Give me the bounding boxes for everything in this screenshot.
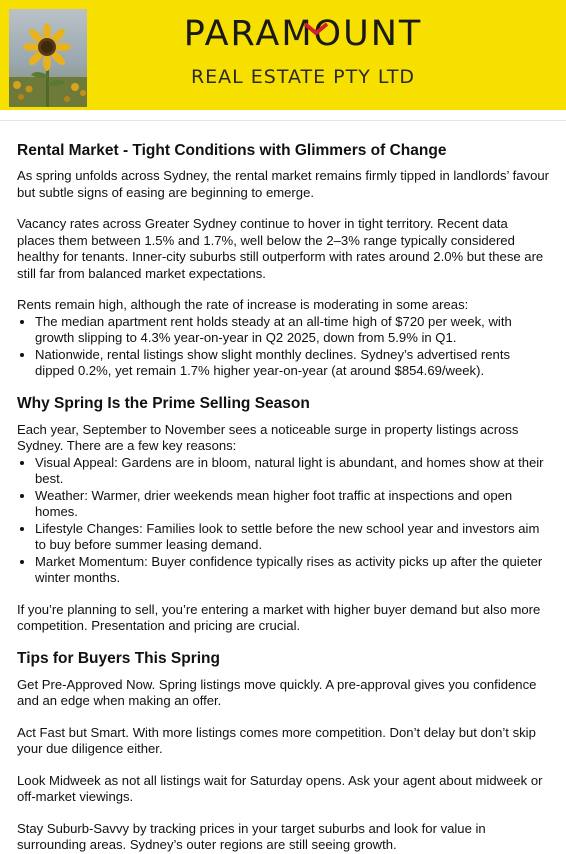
spring-intro-paragraph: Each year, September to November sees a noticeable surge in property listings across Sydney. There are a few key reasons:	[17, 421, 519, 453]
vacancy-paragraph: Vacancy rates across Greater Sydney continue to hover in tight territory. Recent data places them between 1.5% and 1.7%, well below the 2–3% range typically considered healthy for tenants. Inner-city suburbs still outperform with rates around 2.0% but these are still far from balanced market expectations.	[17, 216, 544, 281]
rents-paragraph: Rents remain high, although the rate of increase is moderating in some areas:	[17, 297, 469, 312]
roof-chevron-icon	[303, 22, 329, 36]
brand-subtitle: REAL ESTATE PTY LTD	[190, 66, 416, 88]
list-item: • Nationwide, rental listings show slight monthly declines. Sydney’s advertised rents dipped 0.2%, yet remain 1.7% higher year-on-year (at around $854.69/week).	[35, 347, 549, 380]
rental-intro-paragraph: As spring unfolds across Sydney, the rental market remains firmly tipped in landlords’ favour but subtle signs of easing are beginning to emerge.	[17, 168, 549, 200]
tip-preapproval-paragraph: Get Pre-Approved Now. Spring listings move quickly. A pre-approval gives you confidence and an edge when making an offer.	[17, 676, 537, 708]
spring-selling-heading: Why Spring Is the Prime Selling Season	[17, 394, 310, 412]
rental-bullet-list	[17, 314, 549, 380]
header-banner	[0, 0, 566, 110]
list-item: • Market Momentum: Buyer confidence typically rises as activity picks up after the quieter winter months.	[35, 554, 549, 587]
tip-midweek-paragraph: Look Midweek as not all listings wait for Saturday opens. Ask your agent about midweek or off-market viewings.	[17, 772, 543, 804]
list-item: • The median apartment rent holds steady at an all-time high of $720 per week, with growth slipping to 4.3% year-on-year in Q2 2025, down from 5.9% in Q1.	[35, 314, 549, 347]
article-body	[0, 141, 566, 854]
buyer-tips-heading: Tips for Buyers This Spring	[17, 649, 220, 667]
rental-market-heading: Rental Market - Tight Conditions with Glimmers of Change	[17, 142, 447, 159]
spring-bullet-list	[17, 455, 549, 587]
list-item: • Weather: Warmer, drier weekends mean higher foot traffic at inspections and open homes.	[35, 488, 549, 521]
brand-logo	[0, 14, 566, 88]
tip-suburb-paragraph: Stay Suburb-Savvy by tracking prices in your target suburbs and look for value in surrounding areas. Sydney’s outer regions are still seeing growth.	[17, 820, 486, 852]
list-item: • Visual Appeal: Gardens are in bloom, natural light is abundant, and homes show at their best.	[35, 455, 549, 488]
list-item: • Lifestyle Changes: Families look to settle before the new school year and investors aim to buy before summer leasing demand.	[35, 521, 549, 554]
tip-act-fast-paragraph: Act Fast but Smart. With more listings comes more competition. Don’t delay but don’t skip your due diligence either.	[17, 724, 536, 756]
brand-name: PARAMOUNT	[183, 14, 423, 54]
header-divider	[0, 120, 566, 121]
selling-advice-paragraph: If you’re planning to sell, you’re entering a market with higher buyer demand but also more competition. Presentation and pricing are crucial.	[17, 601, 541, 633]
